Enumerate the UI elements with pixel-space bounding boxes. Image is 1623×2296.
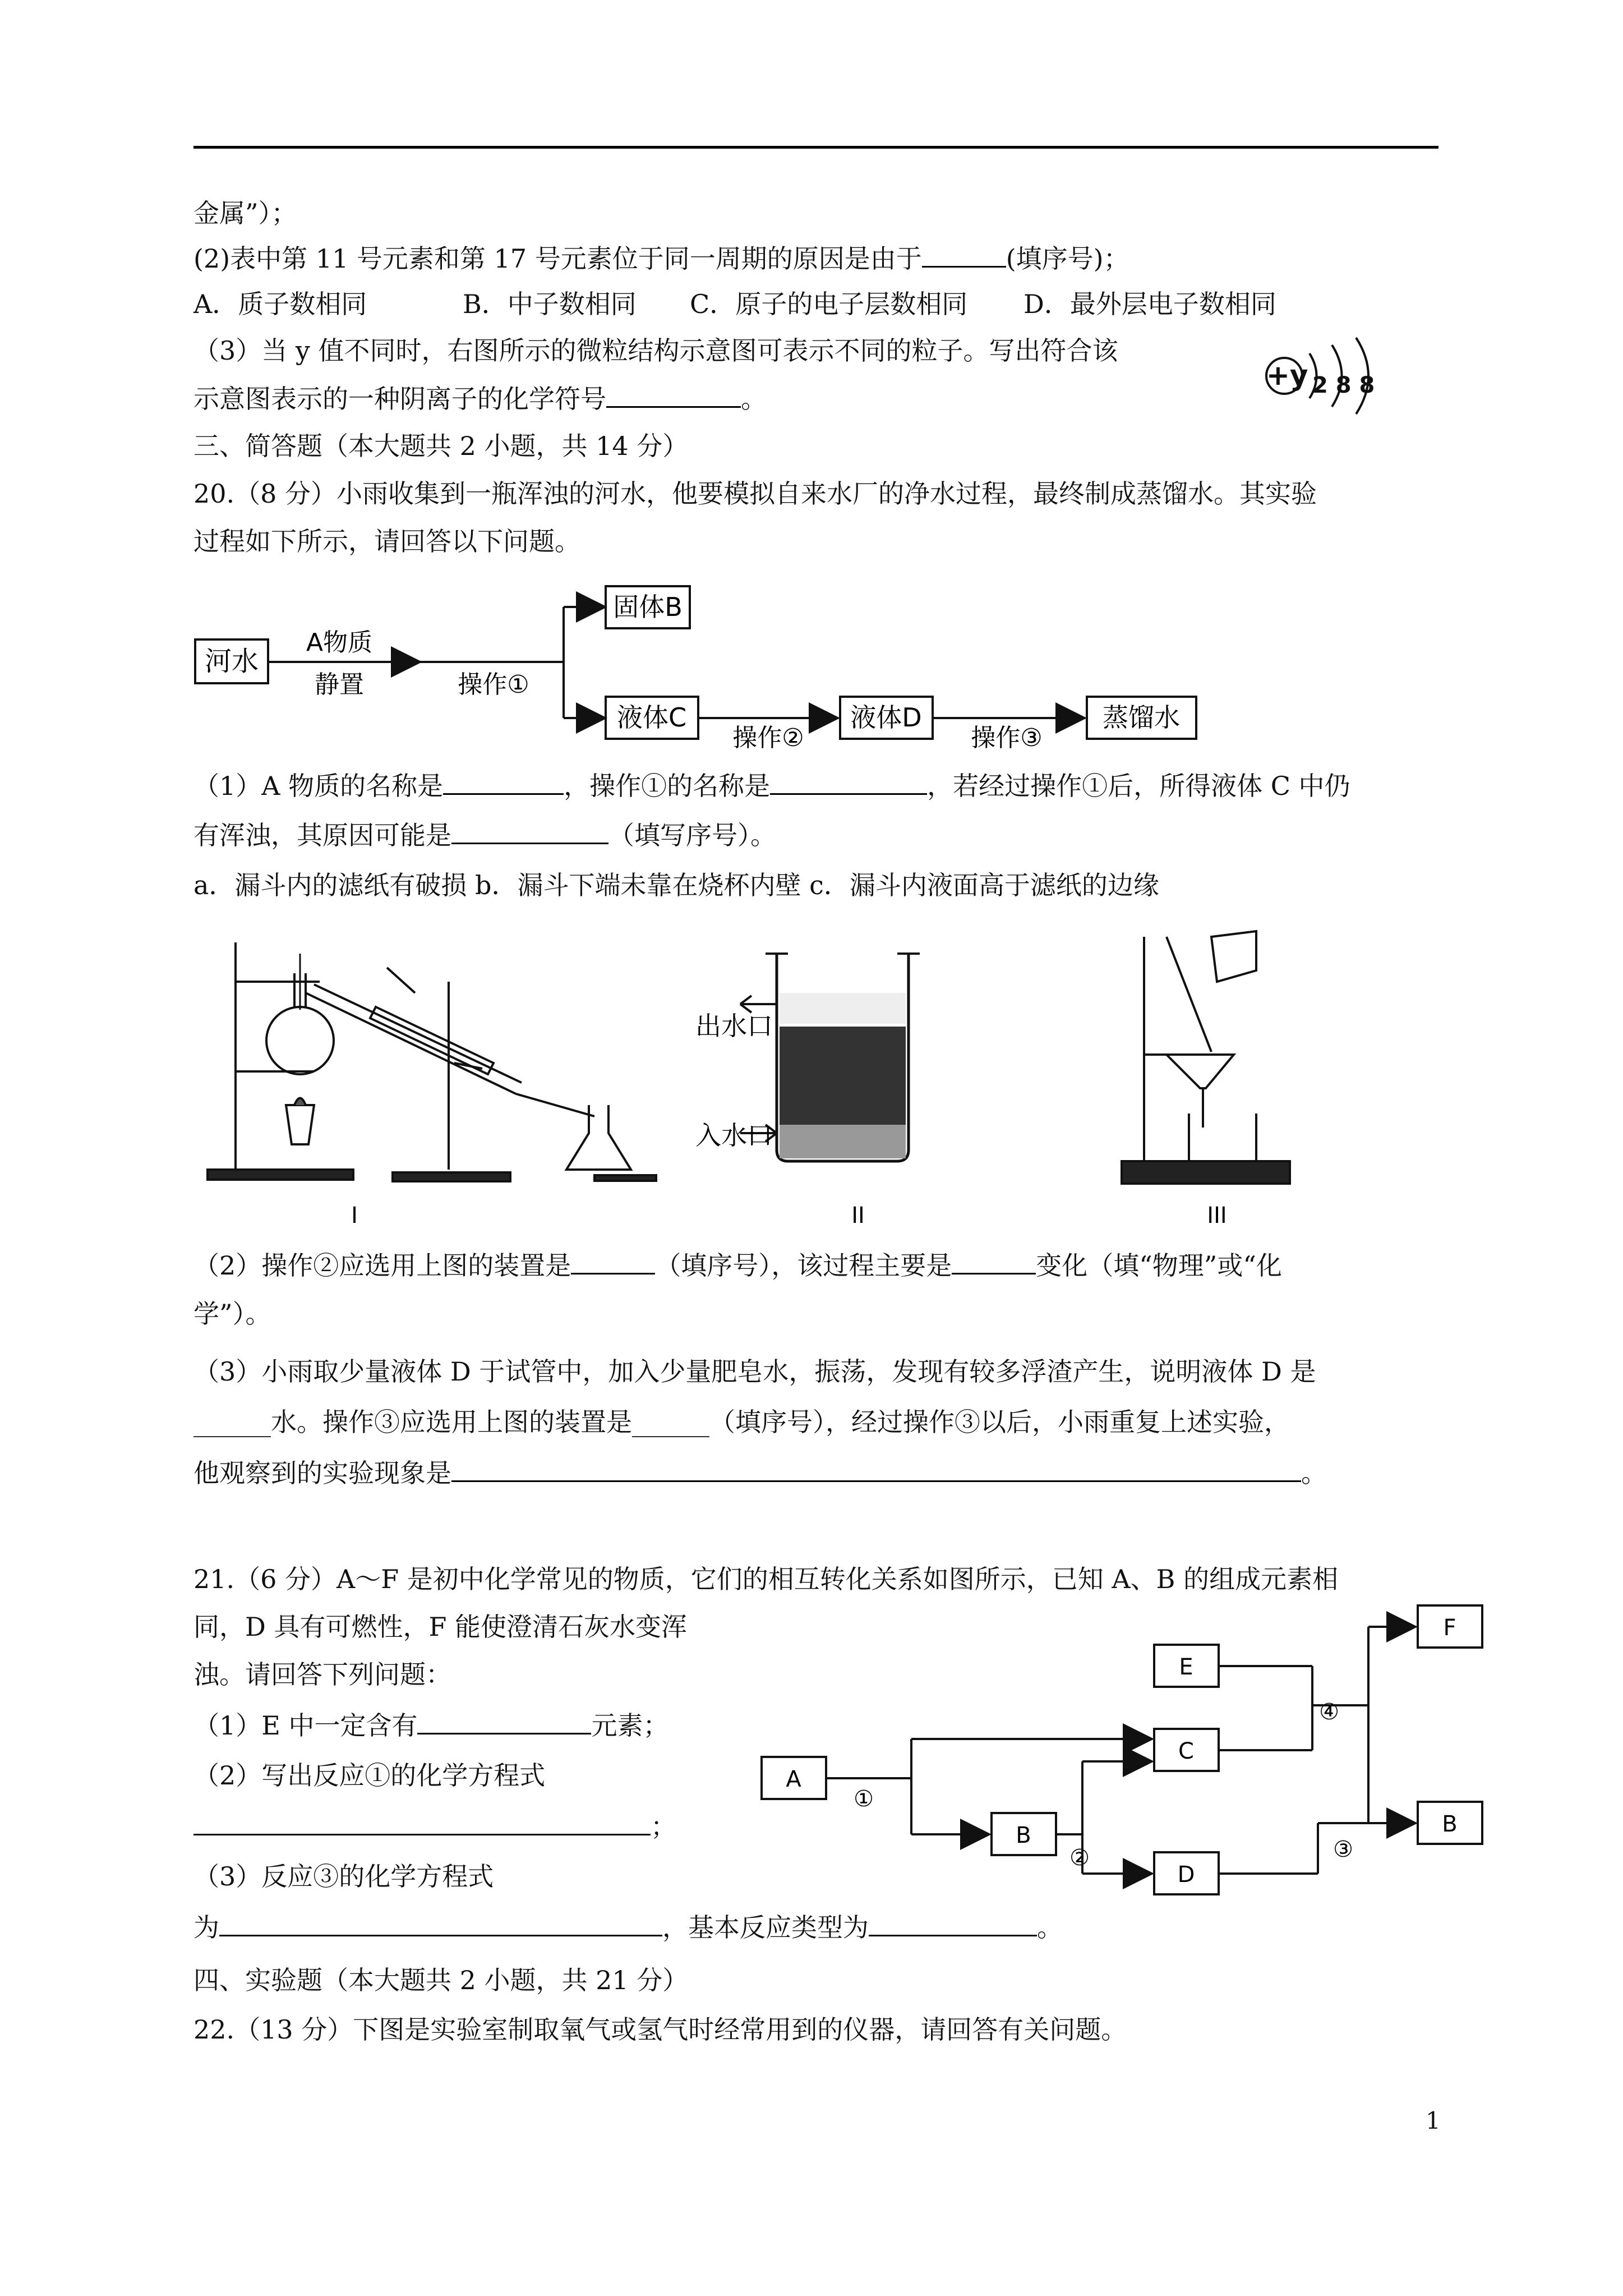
answer-blank[interactable]: [443, 769, 564, 795]
answer-blank[interactable]: [922, 241, 1006, 268]
answer-blank[interactable]: [451, 1456, 1301, 1482]
op3-label: 操作③: [971, 724, 1043, 752]
label-a: A: [786, 1766, 801, 1792]
answer-blank[interactable]: [606, 381, 741, 408]
q20-choices: a．漏斗内的滤纸有破损 b．漏斗下端未靠在烧杯内壁 c．漏斗内液面高于滤纸的边缘: [193, 870, 1159, 900]
transformation-diagram: [757, 1599, 1503, 1924]
section-4-heading: 四、实验题（本大题共 2 小题，共 21 分）: [193, 1965, 689, 1995]
reaction-2-label: ②: [1069, 1845, 1090, 1871]
q21-intro-line2: 同，D 具有可燃性，F 能使澄清石灰水变浑: [193, 1612, 688, 1642]
header-rule: [193, 146, 1438, 149]
q20-part1-line1: （1）A 物质的名称是 ，操作①的名称是 ，若经过操作①后，所得液体 C 中仍: [193, 769, 1350, 803]
answer-blank[interactable]: [193, 1809, 651, 1835]
label-e: E: [1179, 1654, 1193, 1680]
q20-part1-line2: 有浑浊，其原因可能是 （填写序号）。: [193, 818, 776, 852]
answer-blank[interactable]: [417, 1708, 591, 1734]
section-3-heading: 三、简答题（本大题共 2 小题，共 14 分）: [193, 431, 689, 461]
q20-part2-line1: （2）操作②应选用上图的装置是 （填序号），该过程主要是 变化（填“物理”或“化: [193, 1248, 1282, 1282]
q20-intro-line2: 过程如下所示，请回答以下问题。: [193, 526, 580, 556]
option-a: A．质子数相同: [193, 289, 367, 319]
q19-line0: 金属”）；: [193, 198, 297, 228]
reaction-4-label: ④: [1319, 1699, 1339, 1725]
label-b: B: [1016, 1823, 1031, 1848]
q21-part3: （3）反应③的化学方程式: [193, 1861, 494, 1892]
q19-part2: (2)表中第 11 号元素和第 17 号元素位于同一周期的原因是由于 (填序号)；: [193, 241, 1129, 275]
q20-part3-line1: （3）小雨取少量液体 D 于试管中，加入少量肥皂水，振荡，发现有较多浮渣产生，说明液体 D 是: [193, 1356, 1316, 1387]
q22-text: 22.（13 分）下图是实验室制取氧气或氢气时经常用到的仪器，请回答有关问题。: [193, 2014, 1127, 2045]
q21-part2-answer: ；: [193, 1809, 676, 1843]
figure-label-1: I: [351, 1203, 358, 1228]
filtration-apparatus: [1122, 931, 1290, 1184]
q21-intro-line1: 21.（6 分）A～F 是初中化学常见的物质，它们的相互转化关系如图所示，已知 A、B 的组成元素相: [193, 1564, 1339, 1594]
q21-part2: （2）写出反应①的化学方程式: [193, 1760, 546, 1791]
option-b: B．中子数相同: [463, 289, 637, 319]
apparatus-figures: [202, 920, 1324, 1234]
settle-label: 静置: [315, 670, 364, 699]
distillation-apparatus: [208, 942, 656, 1181]
inlet-label: 入水口: [695, 1120, 773, 1151]
reaction-1-label: ①: [854, 1786, 874, 1812]
distilled-water-label: 蒸馏水: [1103, 702, 1180, 733]
solid-b-label: 固体B: [613, 592, 683, 622]
purification-flowchart: [191, 583, 1223, 752]
q20-part3-line2: ______水。操作③应选用上图的装置是______（填序号），经过操作③以后，小雨重复上述实验，: [193, 1407, 1290, 1437]
op1-label: 操作①: [458, 670, 529, 699]
answer-blank[interactable]: [571, 1248, 655, 1274]
option-c: C．原子的电子层数相同: [690, 289, 968, 319]
nucleus-label: +y: [1266, 359, 1308, 392]
label-b-product: B: [1442, 1811, 1458, 1837]
label-f: F: [1443, 1615, 1456, 1641]
q19-options: [193, 287, 1276, 321]
label-d: D: [1177, 1862, 1195, 1888]
answer-blank[interactable]: [219, 1910, 662, 1936]
option-d: D．最外层电子数相同: [1023, 289, 1276, 319]
page-number: 1: [1426, 2107, 1441, 2134]
answer-blank[interactable]: [952, 1248, 1036, 1274]
a-substance-label: A物质: [306, 628, 373, 657]
q21-intro-line3: 浊。请回答下列问题：: [193, 1659, 451, 1690]
q20-part2-line2: 学”）。: [193, 1299, 271, 1329]
op2-label: 操作②: [732, 724, 804, 752]
q19-part3-line2: 示意图表示的一种阴离子的化学符号 。: [193, 381, 767, 416]
outlet-label: 出水口: [695, 1011, 773, 1041]
answer-blank[interactable]: [770, 769, 927, 795]
atom-structure-diagram: [1256, 325, 1402, 421]
liquid-c-label: 液体C: [616, 702, 687, 733]
shell-electrons: 2 8 8: [1312, 372, 1375, 398]
q20-intro-line1: 20.（8 分）小雨收集到一瓶浑浊的河水，他要模拟自来水厂的净水过程，最终制成蒸馏水。其实验: [193, 478, 1317, 509]
figure-label-2: II: [851, 1203, 865, 1228]
label-c: C: [1178, 1738, 1194, 1764]
figure-label-3: III: [1207, 1203, 1227, 1228]
q20-part3-line3: 他观察到的实验现象是 。: [193, 1456, 1327, 1490]
answer-blank[interactable]: [451, 818, 608, 844]
reaction-3-label: ③: [1333, 1837, 1353, 1862]
q21-part1: （1）E 中一定含有 元素；: [193, 1708, 668, 1742]
q21-part3-answer: 为 ，基本反应类型为 。: [193, 1910, 1063, 1944]
q19-part3-line1: （3）当 y 值不同时，右图所示的微粒结构示意图可表示不同的粒子。写出符合该: [193, 335, 1118, 366]
river-water-label: 河水: [204, 646, 259, 677]
liquid-d-label: 液体D: [850, 702, 922, 733]
